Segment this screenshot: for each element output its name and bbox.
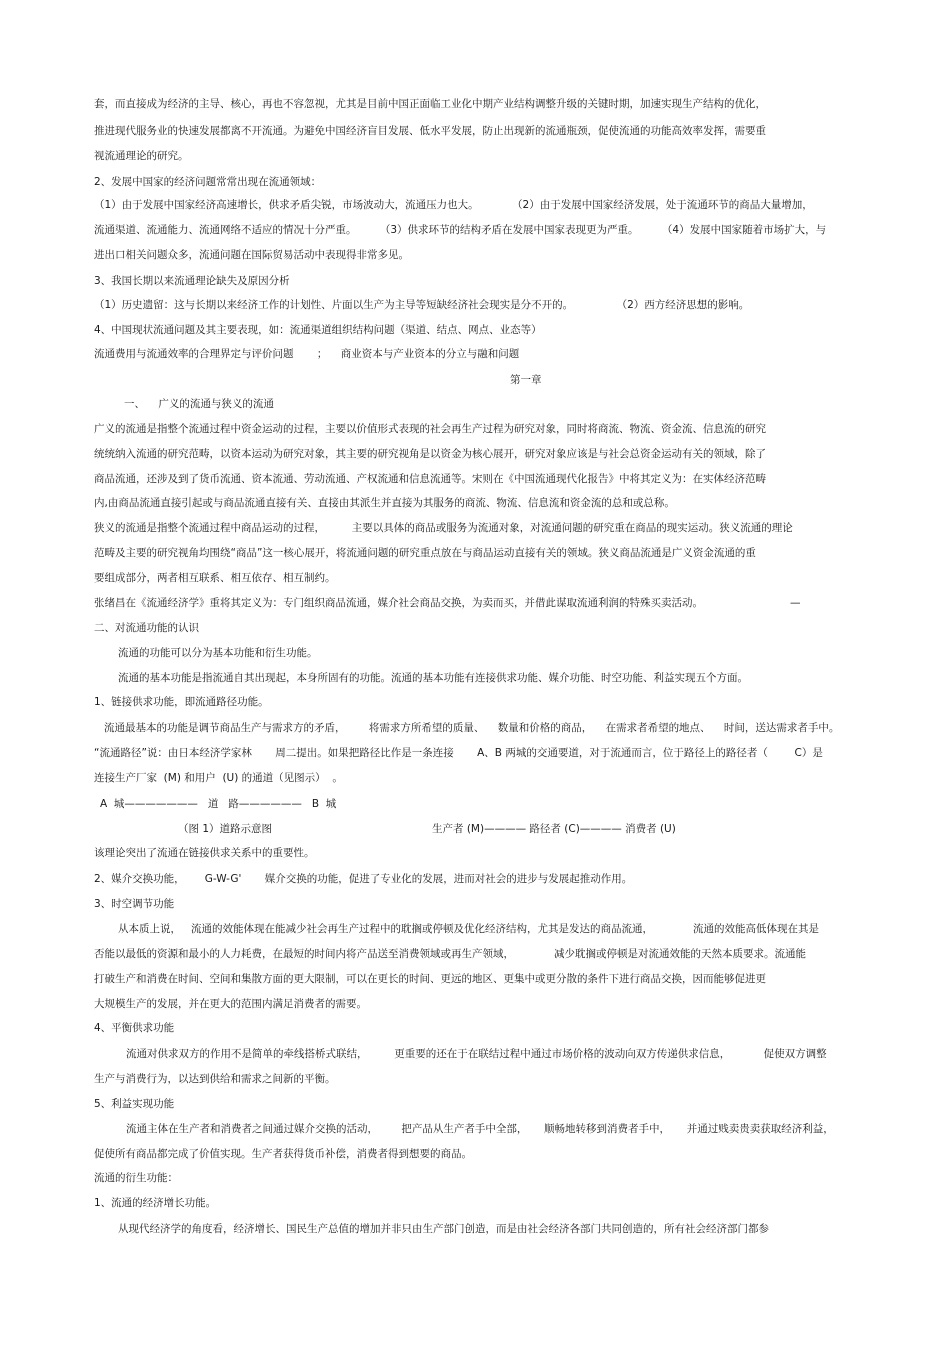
section-heading: 3、我国长期以来流通理论缺失及原因分析: [94, 275, 290, 287]
text-line: 商品流通，还涉及到了货币流通、资本流通、劳动流通、产权流通和信息流通等。宋则在《中国流通现代化报告》中将其定义为：在实体经济范畴: [94, 473, 766, 485]
section-heading: 1、链接供求功能，即流通路径功能。: [94, 696, 269, 708]
path-diagram-line: 生产者 (M)———— 路径者 (C)———— 消费者 (U): [432, 823, 676, 835]
text-line: 张绪昌在《流通经济学》重将其定义为：专门组织商品流通，媒介社会商品交换，为卖而买，并借此谋取流通利润的特殊买卖活动。: [94, 597, 703, 609]
section-heading: 流通的衍生功能：: [94, 1172, 178, 1184]
text-line: 视流通理论的研究。: [94, 150, 189, 162]
text-line: （1）由于发展中国家经济高速增长，供求矛盾尖锐，市场波动大，流通压力也大。 （2）由于发展中国家经济发展，处于流通环节的商品大量增加，: [94, 199, 813, 211]
text-line: 从现代经济学的角度看，经济增长、国民生产总值的增加并非只由生产部门创造，而是由社会经济各部门共同创造的，所有社会经济部门都参: [118, 1223, 769, 1235]
text-line: 大规模生产的发展，并在更大的范围内满足消费者的需要。: [94, 998, 367, 1010]
text-line: 范畴及主要的研究视角均围绕“商品”这一核心展开，将流通问题的研究重点放在与商品运动直接有关的领域。狭义商品流通是广义资金流通的重: [94, 547, 756, 559]
text-line: 促使所有商品都完成了价值实现。生产者获得货币补偿，消费者得到想要的商品。: [94, 1148, 472, 1160]
text-line: 否能以最低的资源和最小的人力耗费，在最短的时间内将产品送至消费领域或再生产领域， 减少耽搁或停顿是对流通效能的天然本质要求。流通能: [94, 948, 807, 960]
text-line: 从本质上说， 流通的效能体现在能减少社会再生产过程中的耽搁或停顿及优化经济结构，尤其是发达的商品流通， 流通的效能高低体现在其是: [118, 923, 820, 935]
text-line: 推进现代服务业的快速发展都离不开流通。为避免中国经济盲目发展、低水平发展，防止出现新的流通瓶颈，促使流通的功能高效率发挥，需要重: [94, 125, 766, 137]
text-line: 狭义的流通是指整个流通过程中商品运动的过程， 主要以具体的商品或服务为流通对象，对流通问题的研究重在商品的现实运动。狭义流通的理论: [94, 522, 793, 534]
text-dash: —: [790, 597, 801, 609]
text-line: 流通主体在生产者和消费者之间通过媒介交换的活动， 把产品从生产者手中全部， 顺畅地转移到消费者手中， 并通过贱卖贵卖获取经济利益，: [126, 1123, 834, 1135]
text-line: 连接生产厂家 (M) 和用户 (U) 的通道（见图示） 。: [94, 772, 343, 784]
section-heading: 3、时空调节功能: [94, 898, 175, 910]
text-line: 内,由商品流通直接引起或与商品流通直接有关、直接由其派生并直接为其服务的商流、物流、信息流和资金流的总和或总称。: [94, 497, 675, 509]
road-diagram-line: A 城——————— 道 路—————— B 城: [100, 798, 337, 810]
text-line: 该理论突出了流通在链接供求关系中的重要性。: [94, 847, 315, 859]
text-line: 广义的流通是指整个流通过程中资金运动的过程，主要以价值形式表现的社会再生产过程为研究对象，同时将商流、物流、资金流、信息流的研究: [94, 423, 766, 435]
section-heading: 2、媒介交换功能， G-W-G' 媒介交换的功能，促进了专业化的发展，进而对社会的进步与发展起推动作用。: [94, 873, 633, 885]
text-line: 进出口相关问题众多，流通问题在国际贸易活动中表现得非常多见。: [94, 249, 409, 261]
section-heading: 二、对流通功能的认识: [94, 622, 199, 634]
text-line: 流通渠道、流通能力、流通网络不适应的情况十分严重。 （3）供求环节的结构矛盾在发展中国家表现更为严重。 （4）发展中国家随着市场扩大，与: [94, 224, 827, 236]
text-line: 流通的基本功能是指流通自其出现起，本身所固有的功能。流通的基本功能有连接供求功能、媒介功能、时空功能、利益实现五个方面。: [118, 672, 748, 684]
figure-caption: （图 1）道路示意图: [178, 823, 273, 835]
section-heading: 2、发展中国家的经济问题常常出现在流通领域：: [94, 176, 322, 188]
text-line: 套，而直接成为经济的主导、核心，再也不容忽视，尤其是目前中国正面临工业化中期产业结构调整升级的关键时期，加速实现生产结构的优化，: [94, 98, 766, 110]
text-line: （1）历史遗留：这与长期以来经济工作的计划性、片面以生产为主导等短缺经济社会现实是分不开的。 （2）西方经济思想的影响。: [94, 299, 750, 311]
section-heading: 4、中国现状流通问题及其主要表现，如：流通渠道组织结构问题（渠道、结点、网点、业态等）: [94, 324, 542, 336]
text-line: 流通最基本的功能是调节商品生产与需求方的矛盾， 将需求方所希望的质量、 数量和价格的商品， 在需求者希望的地点、 时间，送达需求者手中。: [104, 722, 840, 734]
text-line: 流通对供求双方的作用不是简单的牵线搭桥式联结， 更重要的还在于在联结过程中通过市场价格的波动向双方传递供求信息， 促使双方调整: [126, 1048, 827, 1060]
text-line: 打破生产和消费在时间、空间和集散方面的更大限制，可以在更长的时间、更远的地区、更集中或更分散的条件下进行商品交换，因而能够促进更: [94, 973, 766, 985]
section-heading: 一、 广义的流通与狭义的流通: [124, 398, 274, 410]
section-heading: 1、流通的经济增长功能。: [94, 1197, 217, 1209]
text-line: 流通费用与流通效率的合理界定与评价问题 ； 商业资本与产业资本的分立与融和问题: [94, 348, 520, 360]
text-line: 流通的功能可以分为基本功能和衍生功能。: [118, 647, 318, 659]
text-line: 要组成部分，两者相互联系、相互依存、相互制约。: [94, 572, 336, 584]
text-line: 生产与消费行为，以达到供给和需求之间新的平衡。: [94, 1073, 336, 1085]
text-line: “流通路径”说：由日本经济学家林 周二提出。如果把路径比作是一条连接 A、B 两城的交通要道，对于流通而言，位于路径上的路径者（ C）是: [94, 747, 823, 759]
chapter-title: 第一章: [510, 374, 542, 386]
section-heading: 5、利益实现功能: [94, 1098, 175, 1110]
text-line: 统统纳入流通的研究范畴，以资本运动为研究对象，其主要的研究视角是以资金为核心展开，研究对象应该是与社会总资金运动有关的领域，除了: [94, 448, 766, 460]
section-heading: 4、平衡供求功能: [94, 1022, 175, 1034]
